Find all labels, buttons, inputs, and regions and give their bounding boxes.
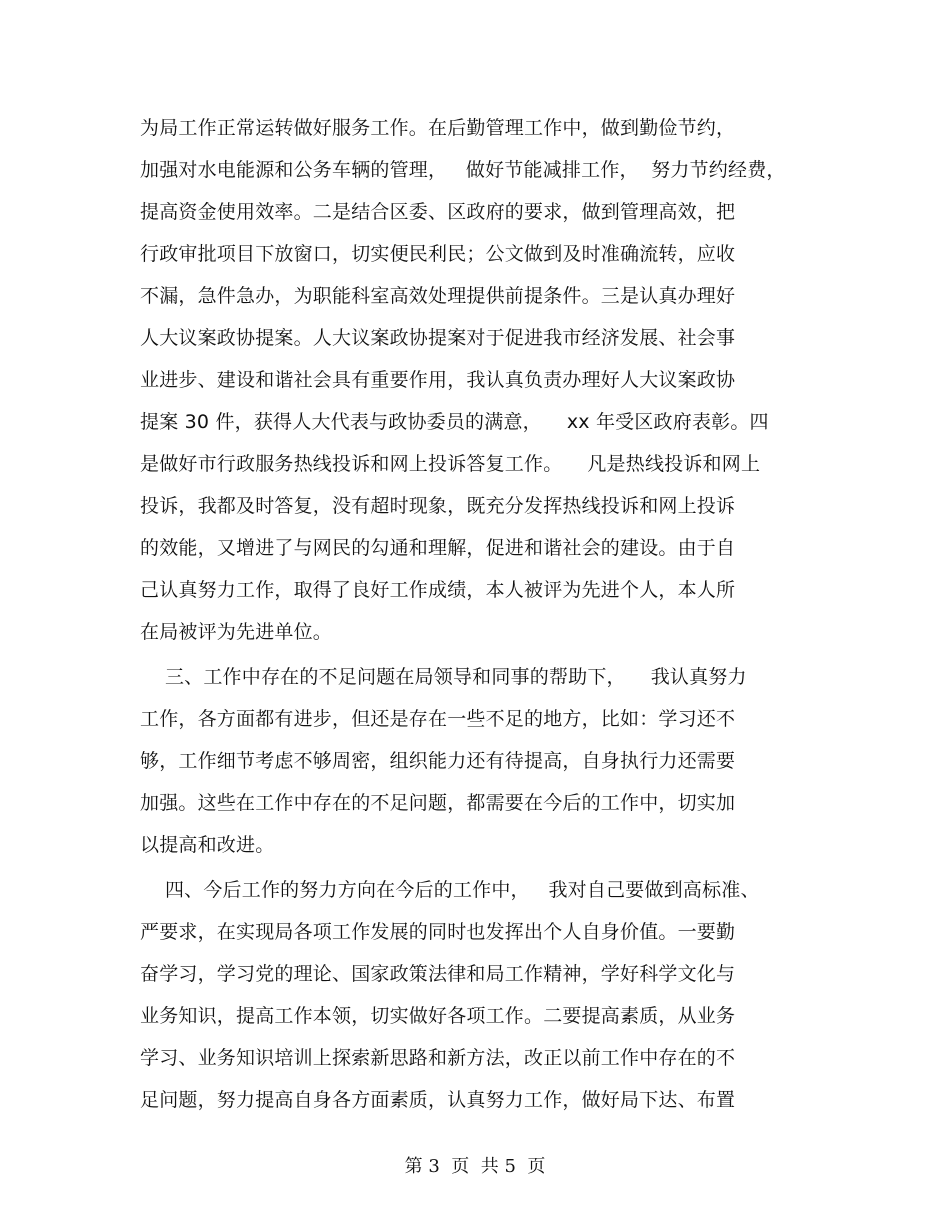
body-text-line: 学习、业务知识培训上探索新思路和新方法，改正以前工作中存在的不 [140, 1047, 736, 1069]
section-heading-line: 四、今后工作的努力方向在今后的工作中， 我对自己要做到高标准、 [140, 879, 760, 901]
body-text-line: 是做好市行政服务热线投诉和网上投诉答复工作。 凡是热线投诉和网上 [140, 453, 761, 475]
body-text-line: 加强对水电能源和公务车辆的管理， 做好节能减排工作， 努力节约经费， [140, 159, 786, 181]
body-text-line: 人大议案政协提案。人大议案政协提案对于促进我市经济发展、社会事 [140, 327, 736, 349]
body-text-line: 己认真努力工作，取得了良好工作成绩，本人被评为先进个人，本人所 [140, 579, 736, 601]
body-text-line: 为局工作正常运转做好服务工作。在后勤管理工作中，做到勤俭节约， [140, 117, 736, 139]
body-text-line: 加强。这些在工作中存在的不足问题，都需要在今后的工作中，切实加 [140, 792, 736, 814]
body-text-line: 严要求，在实现局各项工作发展的同时也发挥出个人自身价值。一要勤 [140, 921, 736, 943]
body-text-line: 以提高和改进。 [140, 834, 275, 856]
body-text-line: 奋学习，学习党的理论、国家政策法律和局工作精神，学好科学文化与 [140, 963, 736, 985]
section-heading-line: 三、工作中存在的不足问题在局领导和同事的帮助下， 我认真努力 [140, 666, 747, 688]
body-text-line: 的效能，又增进了与网民的勾通和理解，促进和谐社会的建设。由于自 [140, 537, 736, 559]
body-text-line: 提案 30 件，获得人大代表与政协委员的满意， xx 年受区政府表彰。四 [140, 411, 769, 433]
body-text-line: 在局被评为先进单位。 [140, 621, 333, 643]
body-text-line: 业进步、建设和谐社会具有重要作用，我认真负责办理好人大议案政协 [140, 369, 736, 391]
page-number-footer: 第 3 页 共 5 页 [404, 1156, 546, 1177]
body-text-line: 不漏，急件急办，为职能科室高效处理提供前提条件。三是认真办理好 [140, 285, 736, 307]
body-text-line: 行政审批项目下放窗口，切实便民利民；公文做到及时准确流转，应收 [140, 243, 736, 265]
body-text-line: 够，工作细节考虑不够周密，组织能力还有待提高，自身执行力还需要 [140, 750, 736, 772]
body-text-line: 足问题，努力提高自身各方面素质，认真努力工作，做好局下达、布置 [140, 1089, 736, 1111]
body-text-line: 业务知识，提高工作本领，切实做好各项工作。二要提高素质，从业务 [140, 1005, 736, 1027]
body-text-line: 工作，各方面都有进步，但还是存在一些不足的地方，比如：学习还不 [140, 708, 736, 730]
body-text-line: 提高资金使用效率。二是结合区委、区政府的要求，做到管理高效，把 [140, 201, 736, 223]
body-text-line: 投诉，我都及时答复，没有超时现象，既充分发挥热线投诉和网上投诉 [140, 495, 736, 517]
